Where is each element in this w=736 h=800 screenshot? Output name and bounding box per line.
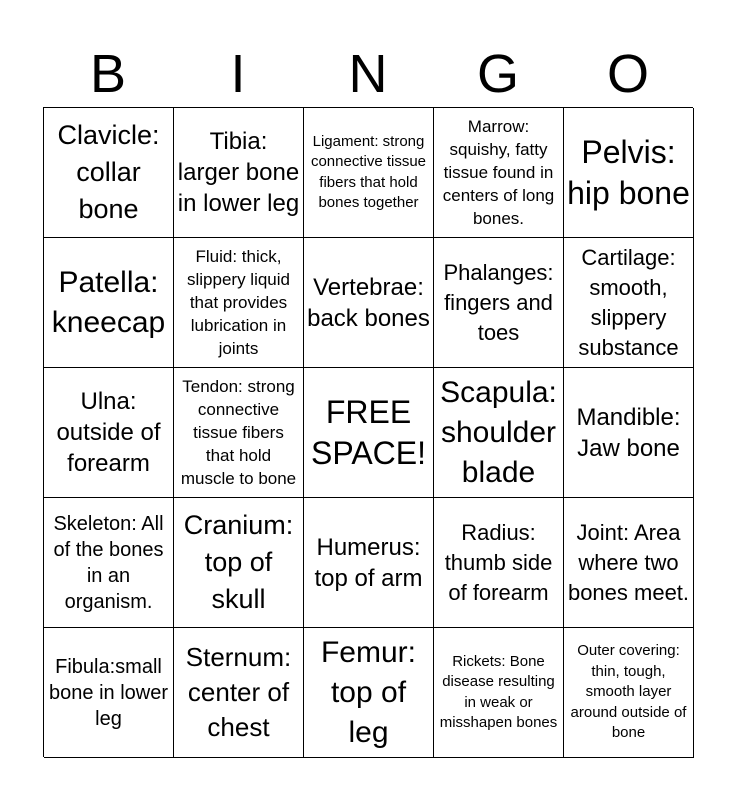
cell-text: Skeleton: All of the bones in an organism. xyxy=(53,512,164,613)
header-letter-g: G xyxy=(476,44,519,104)
bingo-cell[interactable] xyxy=(304,498,434,628)
cell-text: Clavicle: collar bone xyxy=(57,120,160,224)
bingo-cell[interactable] xyxy=(434,238,564,368)
cell-text: Fluid: thick, slippery liquid that provides lubrication in joints xyxy=(187,247,290,358)
cell-text: Tendon: strong connective tissue fibers that hold muscle to bone xyxy=(180,377,297,488)
header-letter-i: I xyxy=(230,44,246,104)
bingo-cell[interactable] xyxy=(174,108,304,238)
bingo-cell[interactable] xyxy=(174,628,304,758)
cell-text: Outer covering: thin, tough, smooth layer around outside of bone xyxy=(570,642,687,742)
cell-text: Femur: top of leg xyxy=(320,635,416,749)
bingo-cell[interactable] xyxy=(174,498,304,628)
bingo-grid xyxy=(43,107,693,757)
header-letter-b: B xyxy=(89,44,127,104)
cell-text: Mandible: Jaw bone xyxy=(576,403,681,462)
cell-text: Ulna: outside of forearm xyxy=(56,388,161,477)
cell-text: Cartilage: smooth, slippery substance xyxy=(578,244,679,360)
bingo-cell[interactable] xyxy=(44,368,174,498)
cell-text: Cranium: top of skull xyxy=(183,510,294,614)
bingo-cell[interactable] xyxy=(434,628,564,758)
bingo-cell[interactable] xyxy=(434,368,564,498)
cell-text: Fibula:small bone in lower leg xyxy=(49,655,168,730)
cell-text: FREE SPACE! xyxy=(311,393,426,471)
free-space-cell[interactable] xyxy=(304,368,434,498)
cell-text: Humerus: top of arm xyxy=(314,533,423,592)
bingo-cell[interactable] xyxy=(44,238,174,368)
cell-text: Rickets: Bone disease resulting in weak or misshapen bones xyxy=(439,652,558,731)
bingo-cell[interactable] xyxy=(564,498,694,628)
cell-text: Marrow: squishy, fatty tissue found in centers of long bones. xyxy=(442,117,555,228)
bingo-cell[interactable] xyxy=(564,628,694,758)
bingo-cell[interactable] xyxy=(174,238,304,368)
bingo-cell[interactable] xyxy=(304,238,434,368)
cell-text: Patella: kneecap xyxy=(51,265,166,339)
bingo-cell[interactable] xyxy=(44,108,174,238)
cell-text: Ligament: strong connective tissue fibers that hold bones together xyxy=(310,132,427,211)
cell-text: Radius: thumb side of forearm xyxy=(444,519,553,605)
cell-text: Pelvis: hip bone xyxy=(567,133,690,211)
bingo-cell[interactable] xyxy=(434,108,564,238)
header-letter-o: O xyxy=(606,44,649,104)
cell-text: Vertebrae: back bones xyxy=(307,273,430,332)
bingo-cell[interactable] xyxy=(304,108,434,238)
cell-text: Scapula: shoulder blade xyxy=(440,375,557,489)
bingo-cell[interactable] xyxy=(434,498,564,628)
bingo-cell[interactable] xyxy=(564,238,694,368)
bingo-header xyxy=(43,40,693,108)
bingo-cell[interactable] xyxy=(44,628,174,758)
cell-text: Sternum: center of chest xyxy=(185,642,292,742)
bingo-cell[interactable] xyxy=(174,368,304,498)
bingo-cell[interactable] xyxy=(44,498,174,628)
cell-text: Joint: Area where two bones meet. xyxy=(567,519,690,605)
bingo-cell[interactable] xyxy=(564,368,694,498)
cell-text: Tibia: larger bone in lower leg xyxy=(177,128,300,217)
header-letter-n: N xyxy=(348,44,388,104)
cell-text: Phalanges: fingers and toes xyxy=(443,259,554,345)
bingo-cell[interactable] xyxy=(304,628,434,758)
bingo-cell[interactable] xyxy=(564,108,694,238)
